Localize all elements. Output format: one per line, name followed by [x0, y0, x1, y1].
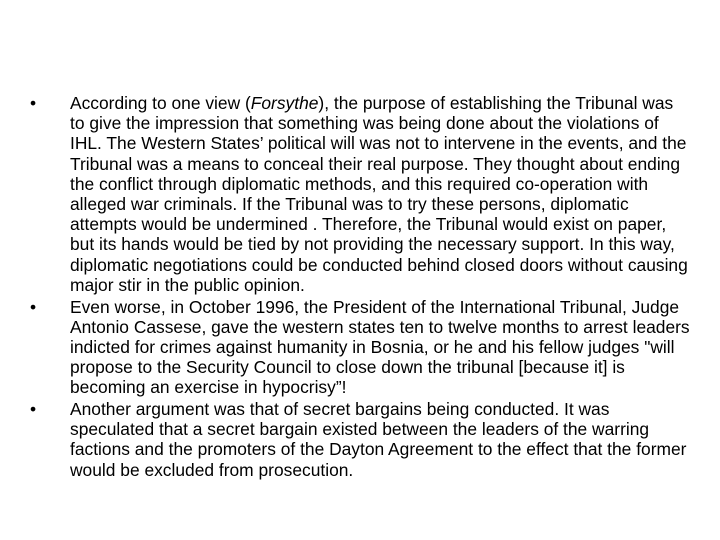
bullet-item-secret-bargains	[30, 399, 690, 480]
bullet-text-part: According to one view (	[70, 93, 251, 113]
bullet-item-forsythe-view	[30, 93, 690, 295]
bullet-item-cassese	[30, 297, 690, 398]
bullet-list	[30, 93, 690, 481]
bullet-text: Another argument was that of secret bargains being conducted. It was speculated that a secret bargain existed between the leaders of the warring factions and the promoters of the Dayton Agreement to the effect that the former would be excluded from prosecution.	[70, 399, 687, 480]
bullet-marker: •	[30, 296, 37, 317]
bullet-text-italic: Forsythe	[250, 93, 319, 113]
bullet-marker: •	[30, 399, 37, 420]
bullet-text-part: ), the purpose of establishing the Tribunal was to give the impression that something was being done about the violations of IHL. The Western States’ political will was not to intervene in the events, and the Tribunal was a means to conceal their real purpose. They thought about ending the conflict through diplomatic methods, and this required co-operation with alleged war criminals. If the Tribunal was to try these persons, diplomatic attempts would be undermined . Therefore, the Tribunal would exist on paper, but its hands would be tied by not providing the necessary support. In this way, diplomatic negotiations could be conducted behind closed doors without causing major stir in the public opinion.	[70, 93, 688, 295]
bullet-marker: •	[30, 93, 37, 113]
bullet-text: Even worse, in October 1996, the President of the International Tribunal, Judge Antonio Cassese, gave the western states ten to twelve months to arrest leaders indicted for crimes against humanity in Bosnia, or he and his fellow judges "will propose to the Security Council to close down the tribunal [because it] is becoming an exercise in hypocrisy”!	[70, 296, 690, 398]
bullet-text	[70, 93, 690, 295]
